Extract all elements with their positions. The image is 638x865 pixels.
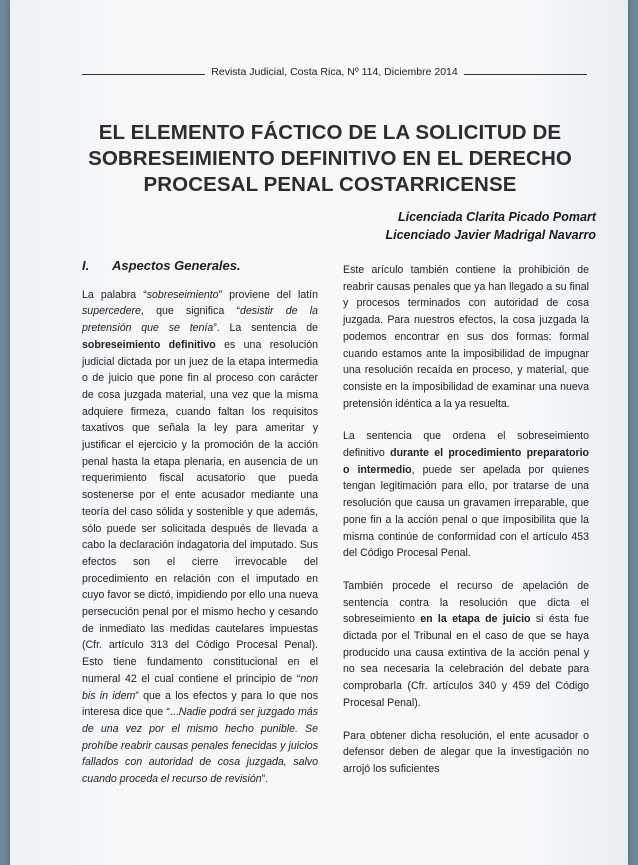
text-span: También procede el recurso de apelación de sentencia contra la resolución que dicta el sobreseimiento (343, 579, 589, 626)
text-span: supercedere (82, 305, 141, 318)
right-column (343, 262, 589, 794)
text-span: La sentencia que ordena el sobreseimiento definitivo (343, 430, 589, 460)
text-span: , que significa “ (140, 305, 240, 318)
left-column (82, 258, 318, 804)
header-rule-right (464, 74, 587, 75)
document-page (10, 0, 628, 865)
author-1: Licenciada Clarita Picado Pomart (398, 210, 596, 224)
text-span: , puede ser apelada por quienes tengan legitimación para ello, por tratarse de una resolución que causa un gravamen irreparable, que pone fin a la acción penal o que imposibilita que la misma continúe de conformidad con el artículo 453 del Código Procesal Penal. (343, 463, 589, 560)
authors (385, 208, 596, 244)
right-paragraph-2 (343, 428, 589, 562)
article-title (50, 120, 610, 198)
title-line-3: PROCESAL PENAL COSTARRICENSE (143, 173, 517, 196)
text-span: desistir de la pretensión que se tenía (82, 305, 318, 335)
text-span: La palabra “ (82, 288, 147, 301)
text-span: ” que a los efectos y para lo que nos interesa dice que “... (82, 689, 318, 719)
right-paragraph-1: Este arículo también contiene la prohibición de reabrir causas penales que ya han llegado a su final y procesos terminados con autoridad de cosa juzgada. Para nuestros efectos, la cosa juzgada la podemos encontrar en sus dos formas: formal cuando estamos ante la imposibilidad de impugnar una resolución recaída en proceso, y material, que consiste en la imposibilidad de examinar una nueva pretensión idéntica a la ya resuelta. (343, 264, 589, 410)
text-span: si ésta fue dictada por el Tribunal en el caso de que se haya producido una causa extintiva de la acción penal y no sea necesaria la celebración del debate para comprobarla (Cfr. artículos 340 y 459 del Código Procesal Penal). (343, 613, 589, 709)
text-span: en la etapa de juicio (420, 613, 531, 626)
running-header (82, 66, 587, 78)
text-span: sobreseimiento definitivo (82, 338, 216, 351)
right-paragraph-4: Para obtener dicha resolución, el ente acusador o defensor deben de alegar que la investigación no arrojó los suficientes (343, 729, 589, 775)
left-paragraph-1 (82, 287, 318, 788)
text-span: ”. (261, 773, 269, 786)
text-span: ”. La sentencia de (213, 322, 319, 335)
text-span: sobreseimiento (146, 288, 219, 301)
journal-reference: Revista Judicial, Costa Rica, Nº 114, Diciembre 2014 (211, 66, 458, 78)
right-paragraph-3 (343, 578, 589, 712)
text-span: non bis in idem (82, 672, 318, 702)
text-span: ” proviene del latín (218, 288, 319, 301)
section-number: I. (82, 258, 90, 273)
header-rule-left (82, 74, 205, 75)
title-line-2: SOBRESEIMIENTO DEFINITIVO EN EL DERECHO (88, 147, 572, 170)
author-2: Licenciado Javier Madrigal Navarro (385, 228, 596, 242)
text-span: Nadie podrá ser juzgado más de una vez por el mismo hecho punible. Se prohíbe reabrir causas penales fenecidas y juicios fallados con autoridad de cosa juzgada, salvo cuando proceda el recurso de revisión (82, 706, 318, 786)
section-heading (82, 258, 318, 275)
text-span: es una resolución judicial dictada por un juez de la etapa intermedia o de juicio que pone fin al proceso con carácter de cosa juzgada material, una vez que la misma adquiere firmeza, cuando faltan los requisitos taxativos que señala la ley para ameritar y justificar el ejercicio y la promoción de la acción penal hasta la etapa plenaria, en ausencia de un requerimiento fiscal acusatorio que pueda sostenerse por el ente acusador mediante una teoría del caso sólida y sostenible y que además, sólo puede ser solicitada después de llevada a cabo la declaración indagatoria del imputado. Sus efectos son el cierre irrevocable del procedimiento en relación con el imputado en cuyo favor se dictó, impidiendo por ello una nueva persecución penal por el mismo hecho y cesando de inmediato las medidas cautelares impuestas (Cfr. artículo 313 del Código Procesal Penal). Esto tiene fundamento constitucional en el numeral 42 el cual contiene el principio de “ (82, 338, 318, 685)
text-span: durante el procedimiento preparatorio o intermedio (343, 447, 589, 476)
section-title: Aspectos Generales. (112, 258, 241, 273)
title-line-1: EL ELEMENTO FÁCTICO DE LA SOLICITUD DE (98, 121, 562, 144)
